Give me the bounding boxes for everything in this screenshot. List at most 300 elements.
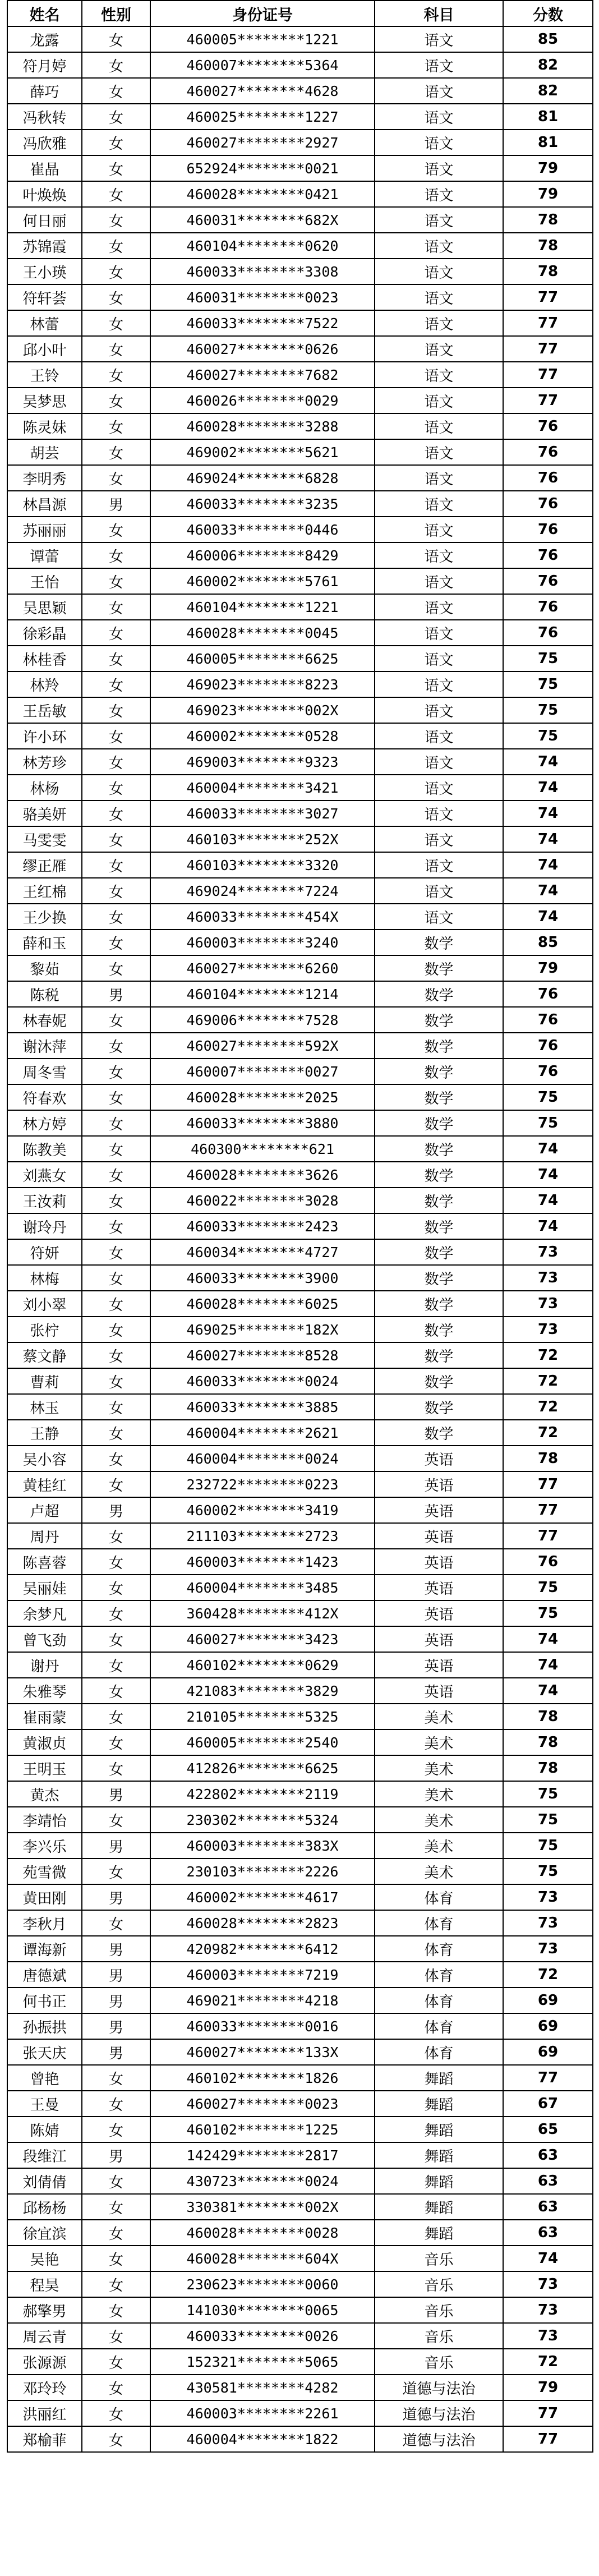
cell-name: 曹莉 (7, 1368, 82, 1394)
cell-gender: 女 (82, 1265, 150, 1291)
cell-id-number: 469003********9323 (150, 749, 375, 775)
cell-subject: 数学 (375, 1110, 503, 1136)
cell-id-number: 230302********5324 (150, 1807, 375, 1833)
cell-name: 符妍 (7, 1239, 82, 1265)
cell-gender: 女 (82, 2400, 150, 2426)
score-table (7, 0, 593, 2453)
cell-id-number: 460002********4617 (150, 1884, 375, 1910)
cell-score: 77 (503, 1497, 593, 1523)
cell-id-number: 469006********7528 (150, 1007, 375, 1033)
cell-subject: 语文 (375, 439, 503, 465)
table-row (7, 388, 593, 413)
cell-gender: 女 (82, 2168, 150, 2194)
cell-gender: 女 (82, 2375, 150, 2400)
table-row (7, 284, 593, 310)
cell-gender: 男 (82, 1497, 150, 1523)
cell-subject: 体育 (375, 1962, 503, 1988)
cell-score: 74 (503, 1188, 593, 1213)
cell-subject: 语文 (375, 542, 503, 568)
table-row (7, 1446, 593, 1471)
cell-subject: 语文 (375, 155, 503, 181)
cell-id-number: 460026********0029 (150, 388, 375, 413)
table-row (7, 2220, 593, 2246)
table-row (7, 1188, 593, 1213)
cell-gender: 女 (82, 1704, 150, 1729)
table-row (7, 1136, 593, 1162)
cell-score: 77 (503, 2400, 593, 2426)
table-row (7, 517, 593, 542)
cell-score: 79 (503, 155, 593, 181)
cell-id-number: 360428********412X (150, 1600, 375, 1626)
cell-id-number: 460004********1822 (150, 2426, 375, 2452)
cell-gender: 女 (82, 646, 150, 671)
cell-subject: 体育 (375, 1936, 503, 1962)
table-row (7, 1833, 593, 1859)
cell-name: 李秋月 (7, 1910, 82, 1936)
cell-id-number: 460004********3485 (150, 1575, 375, 1600)
table-row (7, 697, 593, 723)
cell-score: 74 (503, 749, 593, 775)
cell-id-number: 460003********383X (150, 1833, 375, 1859)
cell-subject: 语文 (375, 284, 503, 310)
cell-gender: 女 (82, 336, 150, 362)
cell-subject: 语文 (375, 594, 503, 620)
cell-subject: 美术 (375, 1755, 503, 1781)
cell-gender: 女 (82, 852, 150, 878)
cell-id-number: 460006********8429 (150, 542, 375, 568)
table-row (7, 1162, 593, 1188)
cell-name: 余梦凡 (7, 1600, 82, 1626)
cell-subject: 数学 (375, 1265, 503, 1291)
cell-gender: 女 (82, 697, 150, 723)
cell-subject: 美术 (375, 1833, 503, 1859)
cell-gender: 女 (82, 1394, 150, 1420)
cell-id-number: 460027********7682 (150, 362, 375, 388)
cell-name: 何书正 (7, 1988, 82, 2013)
cell-name: 苑雪微 (7, 1859, 82, 1884)
cell-score: 75 (503, 1084, 593, 1110)
cell-score: 72 (503, 1394, 593, 1420)
cell-subject: 音乐 (375, 2271, 503, 2297)
cell-id-number: 469002********5621 (150, 439, 375, 465)
table-row (7, 2297, 593, 2323)
cell-name: 李明秀 (7, 465, 82, 491)
cell-subject: 语文 (375, 465, 503, 491)
cell-id-number: 460027********0626 (150, 336, 375, 362)
cell-subject: 语文 (375, 671, 503, 697)
table-row (7, 1859, 593, 1884)
table-row (7, 104, 593, 130)
cell-id-number: 460033********3880 (150, 1110, 375, 1136)
cell-score: 74 (503, 1136, 593, 1162)
cell-id-number: 330381********002X (150, 2194, 375, 2220)
table-row (7, 130, 593, 155)
table-row (7, 1884, 593, 1910)
cell-gender: 女 (82, 1084, 150, 1110)
cell-id-number: 460034********4727 (150, 1239, 375, 1265)
cell-gender: 女 (82, 104, 150, 130)
table-row (7, 1936, 593, 1962)
cell-gender: 女 (82, 1110, 150, 1136)
cell-score: 75 (503, 723, 593, 749)
cell-gender: 女 (82, 362, 150, 388)
cell-name: 陈灵妹 (7, 413, 82, 439)
cell-gender: 女 (82, 1678, 150, 1704)
cell-score: 76 (503, 517, 593, 542)
cell-name: 王岳敏 (7, 697, 82, 723)
table-row (7, 955, 593, 981)
cell-score: 77 (503, 2426, 593, 2452)
cell-name: 林方婷 (7, 1110, 82, 1136)
cell-gender: 女 (82, 1755, 150, 1781)
table-row (7, 439, 593, 465)
cell-id-number: 460102********1826 (150, 2065, 375, 2091)
cell-id-number: 460028********0421 (150, 181, 375, 207)
table-row (7, 1781, 593, 1807)
cell-subject: 英语 (375, 1446, 503, 1471)
table-row (7, 2091, 593, 2117)
cell-score: 73 (503, 1265, 593, 1291)
cell-score: 76 (503, 542, 593, 568)
cell-name: 林芳珍 (7, 749, 82, 775)
cell-subject: 美术 (375, 1704, 503, 1729)
table-row (7, 1317, 593, 1342)
cell-subject: 舞蹈 (375, 2168, 503, 2194)
cell-subject: 体育 (375, 2039, 503, 2065)
cell-id-number: 469025********182X (150, 1317, 375, 1342)
cell-score: 85 (503, 26, 593, 52)
cell-id-number: 460033********3027 (150, 801, 375, 826)
cell-name: 李兴乐 (7, 1833, 82, 1859)
cell-score: 77 (503, 1523, 593, 1549)
cell-gender: 女 (82, 568, 150, 594)
cell-subject: 语文 (375, 697, 503, 723)
table-row (7, 1497, 593, 1523)
cell-subject: 英语 (375, 1678, 503, 1704)
cell-subject: 道德与法治 (375, 2400, 503, 2426)
table-row (7, 1962, 593, 1988)
cell-gender: 女 (82, 930, 150, 955)
cell-score: 77 (503, 336, 593, 362)
table-row (7, 801, 593, 826)
cell-gender: 女 (82, 388, 150, 413)
cell-id-number: 460031********0023 (150, 284, 375, 310)
cell-gender: 女 (82, 1575, 150, 1600)
cell-id-number: 460028********2025 (150, 1084, 375, 1110)
cell-gender: 女 (82, 1162, 150, 1188)
cell-gender: 女 (82, 310, 150, 336)
cell-gender: 女 (82, 1136, 150, 1162)
cell-id-number: 460007********0027 (150, 1059, 375, 1084)
table-row (7, 78, 593, 104)
cell-score: 75 (503, 1600, 593, 1626)
cell-id-number: 460027********2927 (150, 130, 375, 155)
cell-subject: 语文 (375, 26, 503, 52)
table-row (7, 1007, 593, 1033)
cell-id-number: 420982********6412 (150, 1936, 375, 1962)
cell-subject: 英语 (375, 1497, 503, 1523)
table-row (7, 568, 593, 594)
cell-name: 孙振拱 (7, 2013, 82, 2039)
cell-score: 75 (503, 1781, 593, 1807)
cell-subject: 舞蹈 (375, 2142, 503, 2168)
cell-subject: 数学 (375, 1084, 503, 1110)
cell-id-number: 460033********0016 (150, 2013, 375, 2039)
cell-name: 谢丹 (7, 1652, 82, 1678)
cell-subject: 数学 (375, 1317, 503, 1342)
table-row (7, 2400, 593, 2426)
cell-id-number: 460028********3626 (150, 1162, 375, 1188)
cell-score: 74 (503, 1162, 593, 1188)
table-row (7, 491, 593, 517)
cell-name: 吴思颖 (7, 594, 82, 620)
table-row (7, 981, 593, 1007)
cell-subject: 语文 (375, 620, 503, 646)
cell-id-number: 460028********604X (150, 2246, 375, 2271)
table-row (7, 2117, 593, 2142)
cell-name: 曾飞劲 (7, 1626, 82, 1652)
cell-id-number: 152321********5065 (150, 2349, 375, 2375)
cell-id-number: 460004********2621 (150, 1420, 375, 1446)
cell-id-number: 460007********5364 (150, 52, 375, 78)
cell-name: 何日丽 (7, 207, 82, 233)
cell-gender: 女 (82, 878, 150, 904)
cell-id-number: 460028********6025 (150, 1291, 375, 1317)
cell-id-number: 230623********0060 (150, 2271, 375, 2297)
cell-score: 74 (503, 1213, 593, 1239)
cell-gender: 女 (82, 2065, 150, 2091)
cell-score: 78 (503, 1755, 593, 1781)
table-row (7, 2168, 593, 2194)
cell-name: 王曼 (7, 2091, 82, 2117)
cell-name: 林昌源 (7, 491, 82, 517)
table-row (7, 594, 593, 620)
cell-gender: 女 (82, 1446, 150, 1471)
cell-name: 谭蕾 (7, 542, 82, 568)
cell-gender: 女 (82, 1317, 150, 1342)
cell-score: 72 (503, 2349, 593, 2375)
cell-score: 74 (503, 826, 593, 852)
cell-id-number: 460027********6260 (150, 955, 375, 981)
cell-id-number: 460003********3240 (150, 930, 375, 955)
cell-id-number: 412826********6625 (150, 1755, 375, 1781)
table-row (7, 1342, 593, 1368)
table-row (7, 259, 593, 284)
cell-subject: 体育 (375, 2013, 503, 2039)
cell-gender: 女 (82, 620, 150, 646)
cell-gender: 女 (82, 2297, 150, 2323)
cell-score: 73 (503, 1317, 593, 1342)
cell-subject: 音乐 (375, 2349, 503, 2375)
cell-subject: 数学 (375, 1291, 503, 1317)
cell-gender: 女 (82, 542, 150, 568)
table-row (7, 1575, 593, 1600)
cell-subject: 英语 (375, 1523, 503, 1549)
cell-name: 林梅 (7, 1265, 82, 1291)
cell-subject: 数学 (375, 1033, 503, 1059)
table-row (7, 2194, 593, 2220)
cell-id-number: 460028********3288 (150, 413, 375, 439)
cell-gender: 女 (82, 155, 150, 181)
cell-score: 75 (503, 1110, 593, 1136)
table-row (7, 826, 593, 852)
cell-gender: 女 (82, 2117, 150, 2142)
cell-name: 叶焕焕 (7, 181, 82, 207)
cell-gender: 女 (82, 904, 150, 930)
cell-id-number: 460033********7522 (150, 310, 375, 336)
cell-subject: 英语 (375, 1600, 503, 1626)
cell-score: 72 (503, 1420, 593, 1446)
cell-id-number: 142429********2817 (150, 2142, 375, 2168)
header-score: 分数 (503, 1, 593, 26)
cell-gender: 女 (82, 671, 150, 697)
table-row (7, 1033, 593, 1059)
cell-subject: 数学 (375, 955, 503, 981)
cell-name: 王少换 (7, 904, 82, 930)
cell-name: 马雯雯 (7, 826, 82, 852)
cell-score: 63 (503, 2142, 593, 2168)
cell-subject: 道德与法治 (375, 2375, 503, 2400)
cell-id-number: 460005********1221 (150, 26, 375, 52)
cell-gender: 女 (82, 1059, 150, 1084)
cell-name: 王明玉 (7, 1755, 82, 1781)
cell-id-number: 460002********3419 (150, 1497, 375, 1523)
cell-subject: 语文 (375, 491, 503, 517)
cell-subject: 体育 (375, 1910, 503, 1936)
cell-subject: 数学 (375, 1394, 503, 1420)
table-row (7, 542, 593, 568)
cell-subject: 语文 (375, 52, 503, 78)
table-row (7, 310, 593, 336)
cell-subject: 数学 (375, 1188, 503, 1213)
cell-id-number: 460033********2423 (150, 1213, 375, 1239)
cell-name: 骆美妍 (7, 801, 82, 826)
cell-score: 77 (503, 388, 593, 413)
cell-name: 朱雅琴 (7, 1678, 82, 1704)
cell-gender: 女 (82, 1652, 150, 1678)
cell-gender: 女 (82, 1729, 150, 1755)
cell-gender: 女 (82, 2194, 150, 2220)
cell-name: 徐宜滨 (7, 2220, 82, 2246)
cell-score: 74 (503, 1626, 593, 1652)
cell-gender: 男 (82, 491, 150, 517)
cell-id-number: 210105********5325 (150, 1704, 375, 1729)
cell-id-number: 460027********4628 (150, 78, 375, 104)
cell-score: 74 (503, 801, 593, 826)
cell-subject: 舞蹈 (375, 2194, 503, 2220)
cell-name: 张天庆 (7, 2039, 82, 2065)
cell-id-number: 460028********0045 (150, 620, 375, 646)
cell-gender: 女 (82, 1291, 150, 1317)
cell-subject: 语文 (375, 801, 503, 826)
cell-gender: 女 (82, 1471, 150, 1497)
cell-score: 75 (503, 1859, 593, 1884)
cell-name: 陈喜蓉 (7, 1549, 82, 1575)
cell-subject: 音乐 (375, 2323, 503, 2349)
cell-id-number: 430581********4282 (150, 2375, 375, 2400)
cell-gender: 女 (82, 1626, 150, 1652)
cell-id-number: 211103********2723 (150, 1523, 375, 1549)
cell-score: 76 (503, 568, 593, 594)
table-row (7, 749, 593, 775)
cell-score: 79 (503, 2375, 593, 2400)
cell-score: 74 (503, 1678, 593, 1704)
cell-subject: 语文 (375, 749, 503, 775)
cell-id-number: 460033********3235 (150, 491, 375, 517)
cell-subject: 语文 (375, 826, 503, 852)
cell-id-number: 469021********4218 (150, 1988, 375, 2013)
table-row (7, 1600, 593, 1626)
header-gender: 性别 (82, 1, 150, 26)
cell-id-number: 460003********7219 (150, 1962, 375, 1988)
cell-subject: 语文 (375, 130, 503, 155)
cell-name: 谭海新 (7, 1936, 82, 1962)
cell-name: 徐彩晶 (7, 620, 82, 646)
cell-subject: 道德与法治 (375, 2426, 503, 2452)
cell-subject: 语文 (375, 310, 503, 336)
table-row (7, 2039, 593, 2065)
cell-gender: 女 (82, 2246, 150, 2271)
cell-name: 吴小容 (7, 1446, 82, 1471)
cell-subject: 体育 (375, 1884, 503, 1910)
cell-id-number: 460102********1225 (150, 2117, 375, 2142)
cell-gender: 男 (82, 1962, 150, 1988)
cell-subject: 舞蹈 (375, 2117, 503, 2142)
cell-name: 林杨 (7, 775, 82, 801)
cell-score: 75 (503, 697, 593, 723)
cell-id-number: 460027********3423 (150, 1626, 375, 1652)
cell-score: 78 (503, 233, 593, 259)
cell-score: 63 (503, 2168, 593, 2194)
cell-gender: 女 (82, 2349, 150, 2375)
table-row (7, 1652, 593, 1678)
cell-subject: 美术 (375, 1859, 503, 1884)
cell-name: 王铃 (7, 362, 82, 388)
cell-score: 78 (503, 207, 593, 233)
cell-name: 陈教美 (7, 1136, 82, 1162)
table-row (7, 362, 593, 388)
cell-subject: 舞蹈 (375, 2065, 503, 2091)
cell-score: 74 (503, 2246, 593, 2271)
cell-id-number: 422802********2119 (150, 1781, 375, 1807)
cell-score: 77 (503, 362, 593, 388)
cell-gender: 男 (82, 1833, 150, 1859)
cell-id-number: 469023********002X (150, 697, 375, 723)
cell-subject: 语文 (375, 336, 503, 362)
cell-score: 77 (503, 310, 593, 336)
table-row (7, 1910, 593, 1936)
cell-name: 张柠 (7, 1317, 82, 1342)
cell-subject: 语文 (375, 181, 503, 207)
table-row (7, 1059, 593, 1084)
cell-gender: 男 (82, 2142, 150, 2168)
table-row (7, 155, 593, 181)
cell-id-number: 460002********5761 (150, 568, 375, 594)
cell-name: 林玉 (7, 1394, 82, 1420)
table-row (7, 233, 593, 259)
cell-name: 刘倩倩 (7, 2168, 82, 2194)
cell-score: 74 (503, 775, 593, 801)
cell-name: 胡芸 (7, 439, 82, 465)
cell-id-number: 460005********6625 (150, 646, 375, 671)
cell-subject: 美术 (375, 1729, 503, 1755)
cell-score: 69 (503, 2039, 593, 2065)
cell-name: 曾艳 (7, 2065, 82, 2091)
cell-id-number: 469024********6828 (150, 465, 375, 491)
table-row (7, 1265, 593, 1291)
cell-name: 崔雨蒙 (7, 1704, 82, 1729)
cell-subject: 语文 (375, 878, 503, 904)
